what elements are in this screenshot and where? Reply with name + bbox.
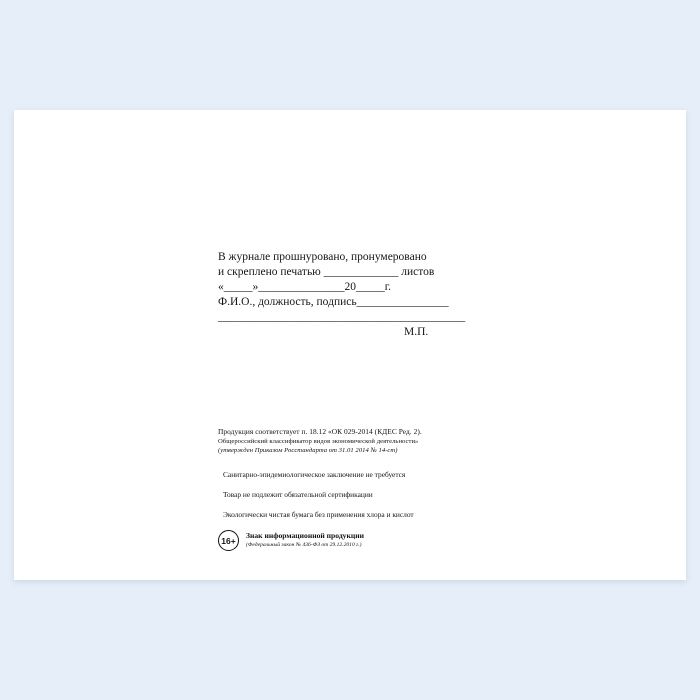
seal-line-5: ___________________________________________	[218, 311, 466, 323]
seal-line-3: «_____»_______________20_____г.	[218, 281, 392, 293]
okved-note	[218, 427, 548, 456]
seal-line-1: В журнале прошнуровано, пронумеровано	[218, 251, 427, 263]
eco-paper-note: Экологически чистая бумага без применения хлора и кислот	[223, 509, 414, 519]
certification-note: Товар не подлежит обязательной сертификации	[223, 489, 373, 499]
sanitary-note: Санитарно-эпидемиологическое заключение не требуется	[223, 469, 406, 479]
okved-note-line-3: (утвержден Приказом Росстандарта от 31.01 2014 № 14-ст)	[218, 447, 398, 455]
age-badge-icon: 16+	[218, 530, 239, 551]
document-sheet	[14, 110, 686, 580]
seal-line-2: и скреплено печатью _____________ листов	[218, 266, 435, 278]
age-mark-subtitle: (Федеральный закон № 436-ФЗ от 29.12.2010 г.)	[246, 542, 362, 549]
stamp-place-label: М.П.	[404, 326, 429, 338]
age-mark-text	[246, 531, 364, 551]
okved-note-line-1: Продукция соответствует п. 18.12 «ОК 029-2014 (КДЕС Ред. 2).	[218, 427, 422, 436]
okved-note-line-2: Общероссийский классификатор видов экономической деятельности»	[218, 437, 419, 445]
seal-line-4: Ф.И.О., должность, подпись________________	[218, 296, 449, 308]
compliance-notes	[218, 427, 548, 519]
seal-statement-block	[218, 250, 518, 325]
age-rating-mark	[218, 530, 364, 551]
age-mark-title: Знак информационной продукции	[246, 530, 364, 540]
